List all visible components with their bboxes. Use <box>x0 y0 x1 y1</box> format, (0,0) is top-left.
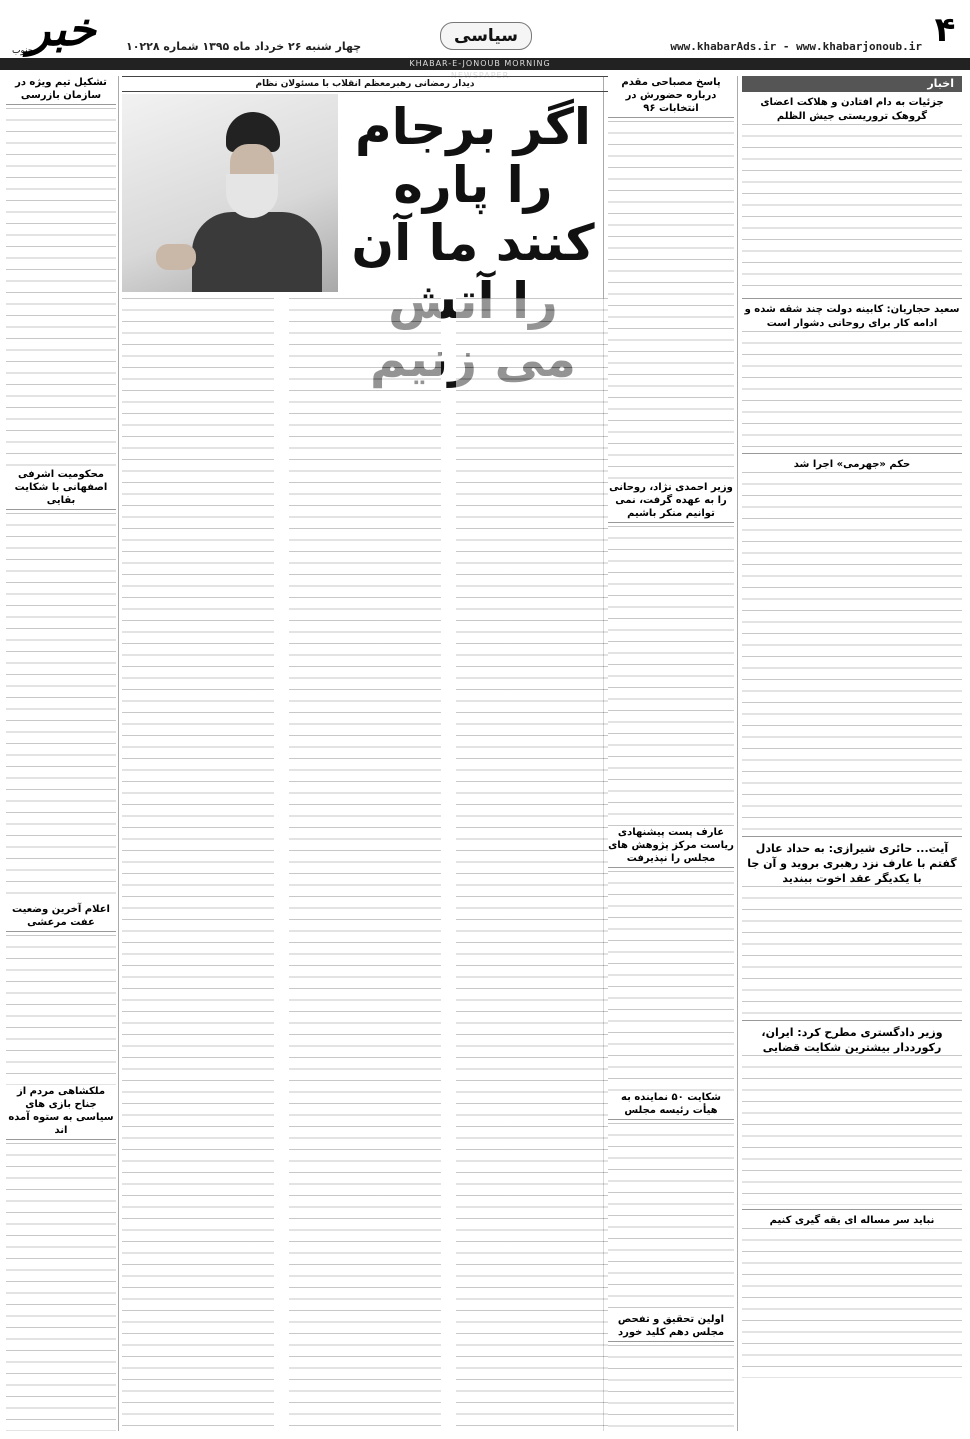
story-body <box>608 121 734 481</box>
lead-kicker: دیدار رمضانی رهبرمعظم انقلاب با مسئولان نظام <box>122 76 608 92</box>
logo-text: خبر <box>28 2 96 56</box>
story-title: شکایت ۵۰ نماینده به هیأت رئیسه مجلس <box>608 1091 734 1120</box>
news-tag-label: اخبار <box>927 77 954 90</box>
story-body <box>6 1143 116 1431</box>
column-divider <box>118 76 119 1431</box>
story-body <box>6 108 116 468</box>
story-title: وزیر دادگستری مطرح کرد: ایران، رکورددار بیشترین شکایت قضایی <box>761 1026 943 1054</box>
page-number: ۴ <box>934 10 956 50</box>
lead-body-column <box>122 298 274 1431</box>
lead-photo <box>122 94 338 292</box>
story-title: پاسخ مصباحی مقدم درباره حضورش در انتخابات ۹۶ <box>608 76 734 118</box>
story-title: اعلام آخرین وضعیت عفت مرعشی <box>6 903 116 932</box>
story-title: اولین تحقیق و تفحص مجلس دهم کلید خورد <box>608 1313 734 1342</box>
story-title: سعید حجاریان: کابینه دولت چند شقه شده و ادامه کار برای روحانی دشوار است <box>744 304 960 329</box>
story-body <box>608 526 734 826</box>
lead-story <box>122 76 608 1431</box>
masthead-band <box>0 58 970 80</box>
story-body <box>742 472 962 832</box>
masthead <box>0 0 970 62</box>
story-title: ملکشاهی مردم از جناح بازی های سیاسی به ستوه آمده اند <box>6 1085 116 1140</box>
band-text: KHABAR-E-JONOUB MORNING NEWSPAPER <box>409 59 551 80</box>
story-body <box>742 1228 962 1378</box>
middle-news-column <box>608 76 734 1431</box>
website-urls[interactable]: www.khabarAds.ir - www.khabarjonoub.ir <box>670 40 922 53</box>
left-news-column <box>6 76 116 1431</box>
story-body <box>608 871 734 1091</box>
issue-dateline: چهار شنبه ۲۶ خرداد ماه ۱۳۹۵ شماره ۱۰۲۲۸ <box>126 40 362 53</box>
story-body <box>742 886 962 1016</box>
story-body <box>742 124 962 294</box>
story-body <box>608 1345 734 1431</box>
story-body <box>742 331 962 449</box>
story-body <box>6 935 116 1085</box>
story-body <box>608 1123 734 1313</box>
lead-headline: اگر برجام را پاره کنند ما آن آتش <box>351 98 595 330</box>
lead-body-column <box>289 298 441 1431</box>
column-divider <box>737 76 738 1431</box>
story-title: جزئیات به دام افتادن و هلاکت اعضای گروهک تروریستی جیش الظلم <box>760 97 944 122</box>
section-label: سیاسی <box>440 22 532 50</box>
story-title: تشکیل تیم ویژه در سازمان بازرسی <box>6 76 116 105</box>
story-title: عارف پست پیشنهادی ریاست مرکز پژوهش های مجلس را نپذیرفت <box>608 826 734 868</box>
story-body <box>742 1055 962 1205</box>
story-title: وزیر احمدی نژاد، روحانی را به عهده گرفت، نمی توانیم منکر باشیم <box>608 481 734 523</box>
story-title: حکم «جهرمی» اجرا شد <box>793 459 911 470</box>
logo-subtitle: جنوب <box>12 46 34 56</box>
story-title: نباید سر مساله ای یقه گیری کنیم <box>769 1215 935 1226</box>
lead-body <box>122 298 608 1431</box>
lead-body-column <box>456 298 608 1431</box>
news-tag <box>742 76 962 92</box>
newspaper-logo <box>6 4 118 58</box>
right-news-column <box>742 96 962 1431</box>
story-title: آیت... حائری شیرازی: به حداد عادل گفتم با عارف نزد رهبری بروید و آن جا با یکدیگر عقد اخوت ببندید <box>747 842 957 885</box>
story-body <box>6 513 116 903</box>
story-title: محکومیت اشرفی اصفهانی با شکایت بقایی <box>6 468 116 510</box>
